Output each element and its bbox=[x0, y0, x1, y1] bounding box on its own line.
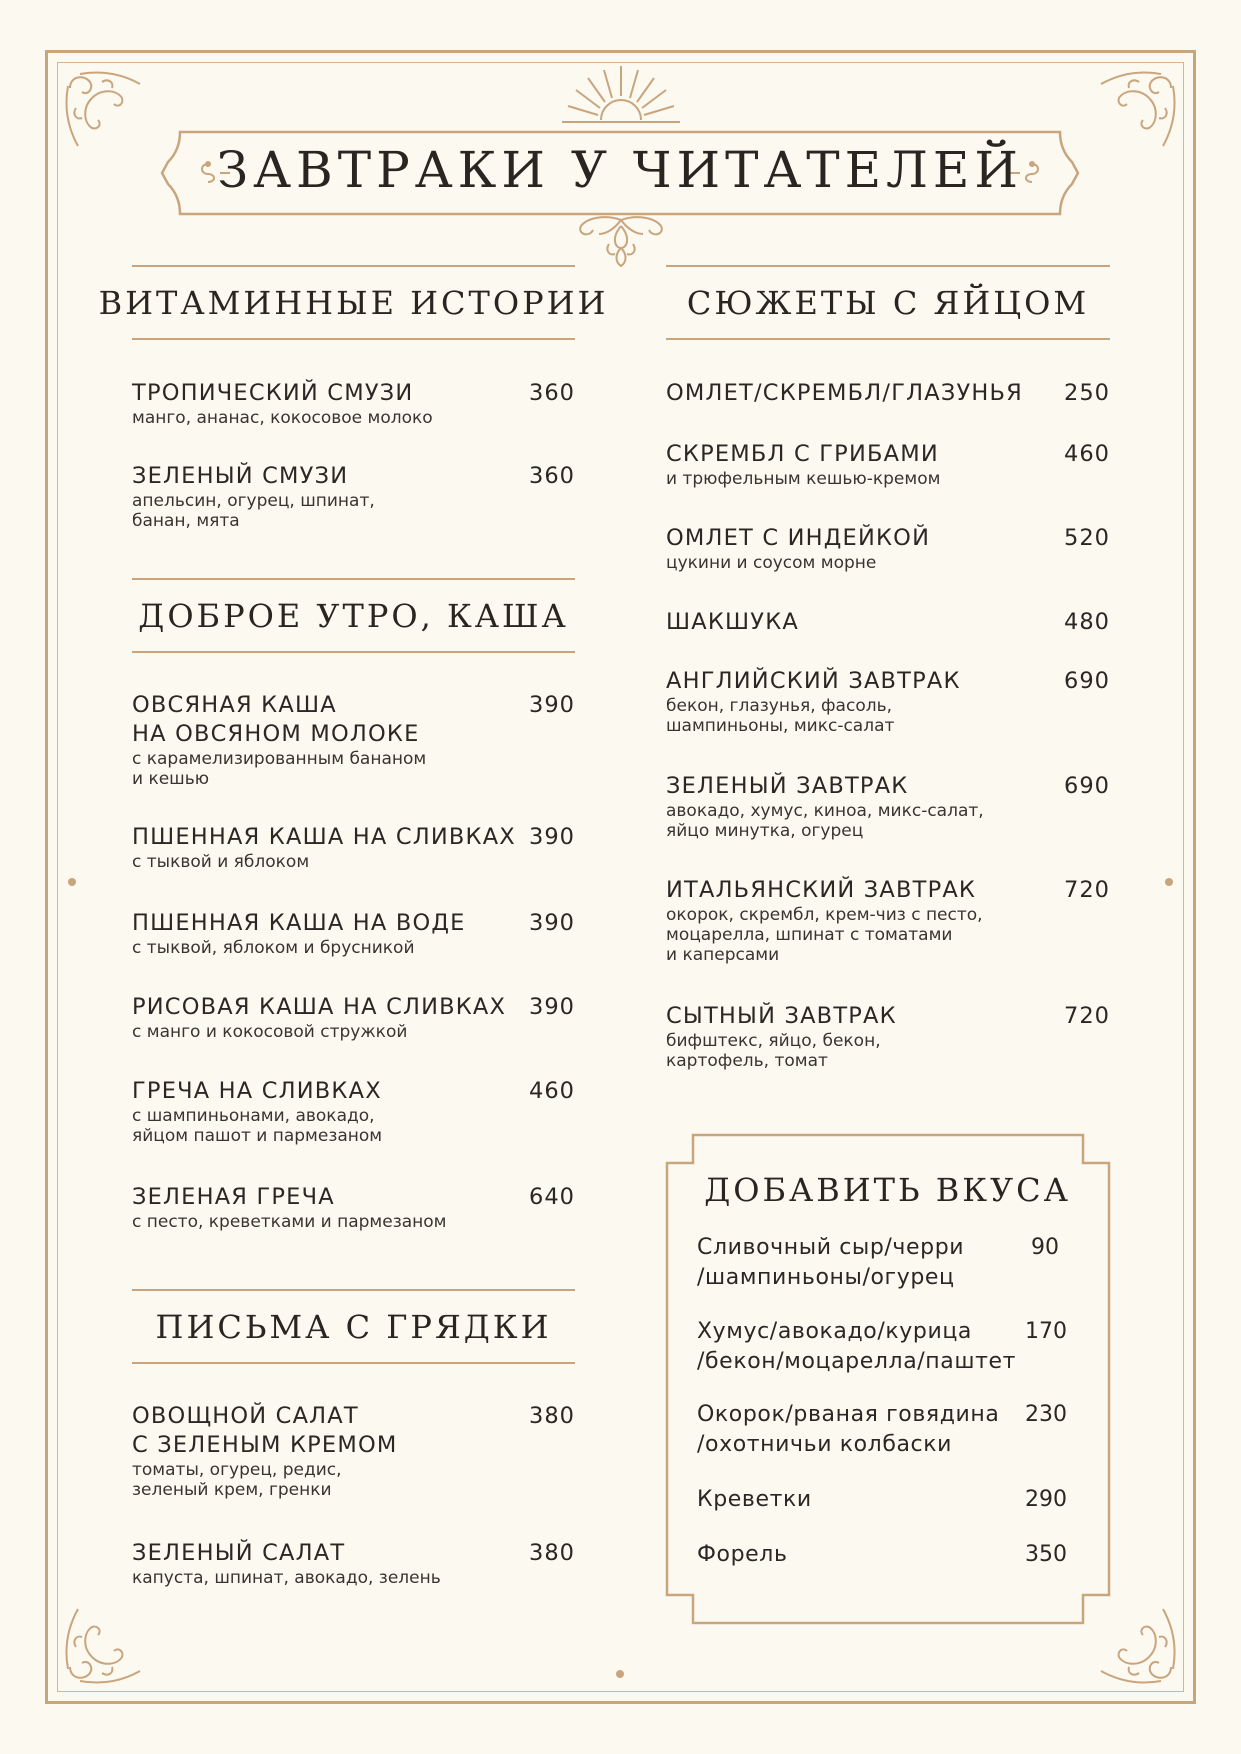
addon-item bbox=[697, 1540, 1067, 1570]
menu-item-price: 380 bbox=[529, 1540, 575, 1566]
menu-item-price: 640 bbox=[529, 1184, 575, 1210]
menu-item-name: ШАКШУКА bbox=[666, 609, 799, 635]
menu-item bbox=[132, 1539, 575, 1588]
menu-item-description: с манго и кокосовой стружкой bbox=[132, 1022, 408, 1042]
menu-item-price: 520 bbox=[1064, 525, 1110, 551]
menu-item-description: с тыквой и яблоком bbox=[132, 852, 310, 872]
menu-item-name: ОВСЯНАЯ КАША НА ОВСЯНОМ МОЛОКЕ bbox=[132, 692, 420, 747]
section-rule bbox=[132, 265, 575, 267]
addon-item-name: Хумус/авокадо/курица /бекон/моцарелла/паштет bbox=[697, 1319, 1017, 1374]
section-title-eggs: СЮЖЕТЫ С ЯЙЦОМ bbox=[686, 284, 1090, 322]
menu-item-price: 360 bbox=[529, 463, 575, 489]
menu-item bbox=[666, 667, 1110, 736]
menu-item-name: ОМЛЕТ/СКРЕМБЛ/ГЛАЗУНЬЯ bbox=[666, 380, 1023, 406]
menu-item-price: 460 bbox=[1064, 441, 1110, 467]
section-rule bbox=[132, 578, 575, 580]
menu-item-description: капуста, шпинат, авокадо, зелень bbox=[132, 1568, 441, 1588]
section-title-garden: ПИСЬМА С ГРЯДКИ bbox=[155, 1308, 552, 1346]
corner-flourish-top-left-icon bbox=[62, 68, 162, 158]
menu-item-description: манго, ананас, кокосовое молоко bbox=[132, 408, 433, 428]
addon-item-price: 170 bbox=[1025, 1319, 1067, 1344]
menu-item-price: 690 bbox=[1064, 668, 1110, 694]
page-title: ЗАВТРАКИ У ЧИТАТЕЛЕЙ bbox=[217, 141, 1023, 199]
section-rule bbox=[132, 1289, 575, 1291]
menu-item-name: ЗЕЛЕНЫЙ ЗАВТРАК bbox=[666, 773, 909, 799]
menu-item-price: 460 bbox=[529, 1078, 575, 1104]
menu-item-description: бекон, глазунья, фасоль, шампиньоны, микс-салат bbox=[666, 696, 895, 736]
menu-item-name: ПШЕННАЯ КАША НА ВОДЕ bbox=[132, 910, 466, 936]
menu-item bbox=[132, 691, 575, 789]
addon-item-price: 90 bbox=[1031, 1235, 1059, 1260]
menu-item-name: ИТАЛЬЯНСКИЙ ЗАВТРАК bbox=[666, 877, 977, 903]
menu-item-name: СКРЕМБЛ С ГРИБАМИ bbox=[666, 441, 939, 467]
menu-item bbox=[666, 1002, 1110, 1071]
menu-item-description: апельсин, огурец, шпинат, банан, мята bbox=[132, 491, 375, 531]
addon-item-name: Окорок/рваная говядина /охотничьи колбаски bbox=[697, 1402, 1000, 1457]
section-rule bbox=[132, 651, 575, 653]
menu-item-price: 390 bbox=[529, 692, 575, 718]
menu-item bbox=[666, 379, 1110, 408]
menu-item bbox=[666, 772, 1110, 841]
menu-item-name: ГРЕЧА НА СЛИВКАХ bbox=[132, 1078, 382, 1104]
menu-item-description: и трюфельным кешью-кремом bbox=[666, 469, 941, 489]
section-title-porridge: ДОБРОЕ УТРО, КАША bbox=[138, 597, 569, 635]
menu-item bbox=[666, 608, 1110, 637]
menu-item bbox=[132, 462, 575, 531]
addon-item bbox=[697, 1233, 1067, 1293]
menu-item-description: окорок, скрембл, крем-чиз с песто, моцарелла, шпинат с томатами и каперсами bbox=[666, 905, 983, 965]
menu-item-description: томаты, огурец, редис, зеленый крем, гренки bbox=[132, 1460, 342, 1500]
menu-item bbox=[666, 524, 1110, 573]
corner-flourish-top-right-icon bbox=[1079, 68, 1179, 158]
addon-item-price: 290 bbox=[1025, 1487, 1067, 1512]
addon-item bbox=[697, 1317, 1067, 1377]
menu-item-name: ОВОЩНОЙ САЛАТ С ЗЕЛЕНЫМ КРЕМОМ bbox=[132, 1403, 398, 1458]
addon-item bbox=[697, 1400, 1067, 1460]
menu-item-price: 390 bbox=[529, 994, 575, 1020]
addon-item-name: Креветки bbox=[697, 1487, 812, 1512]
menu-item-price: 250 bbox=[1064, 380, 1110, 406]
menu-item bbox=[132, 379, 575, 428]
section-rule bbox=[666, 338, 1110, 340]
section-title-addons: ДОБАВИТЬ ВКУСА bbox=[704, 1171, 1071, 1209]
menu-item-description: с шампиньонами, авокадо, яйцом пашот и пармезаном bbox=[132, 1106, 383, 1146]
section-rule bbox=[666, 265, 1110, 267]
menu-item-name: ЗЕЛЕНЫЙ СМУЗИ bbox=[132, 463, 349, 489]
menu-item bbox=[666, 440, 1110, 489]
menu-item bbox=[132, 1402, 575, 1500]
addon-item-name: Форель bbox=[697, 1542, 788, 1567]
menu-item-description: авокадо, хумус, киноа, микс-салат, яйцо минутка, огурец bbox=[666, 801, 984, 841]
menu-item-price: 360 bbox=[529, 380, 575, 406]
menu-item-description: с карамелизированным бананом и кешью bbox=[132, 749, 427, 789]
section-title-vitamin: ВИТАМИННЫЕ ИСТОРИИ bbox=[98, 284, 609, 322]
addon-item-price: 350 bbox=[1025, 1542, 1067, 1567]
menu-item-name: ПШЕННАЯ КАША НА СЛИВКАХ bbox=[132, 824, 516, 850]
menu-item-price: 720 bbox=[1064, 877, 1110, 903]
menu-item-price: 690 bbox=[1064, 773, 1110, 799]
menu-item bbox=[132, 993, 575, 1042]
menu-item bbox=[132, 1077, 575, 1146]
menu-item-description: бифштекс, яйцо, бекон, картофель, томат bbox=[666, 1031, 881, 1071]
menu-item-name: РИСОВАЯ КАША НА СЛИВКАХ bbox=[132, 994, 507, 1020]
menu-item bbox=[132, 1183, 575, 1232]
menu-item bbox=[666, 876, 1110, 965]
menu-item-name: ТРОПИЧЕСКИЙ СМУЗИ bbox=[132, 380, 414, 406]
addon-item-name: Сливочный сыр/черри /шампиньоны/огурец bbox=[697, 1235, 965, 1290]
menu-item bbox=[132, 823, 575, 872]
menu-item-description: с песто, креветками и пармезаном bbox=[132, 1212, 447, 1232]
section-rule bbox=[132, 1362, 575, 1364]
addon-item-price: 230 bbox=[1025, 1402, 1067, 1427]
menu-item bbox=[132, 909, 575, 958]
menu-item-description: с тыквой, яблоком и брусникой bbox=[132, 938, 415, 958]
menu-item-price: 480 bbox=[1064, 609, 1110, 635]
menu-item-name: ЗЕЛЕНЫЙ САЛАТ bbox=[132, 1540, 346, 1566]
menu-item-name: ЗЕЛЕНАЯ ГРЕЧА bbox=[132, 1184, 335, 1210]
section-rule bbox=[132, 338, 575, 340]
addon-item bbox=[697, 1485, 1067, 1515]
menu-item-name: СЫТНЫЙ ЗАВТРАК bbox=[666, 1003, 897, 1029]
menu-item-name: АНГЛИЙСКИЙ ЗАВТРАК bbox=[666, 668, 961, 694]
menu-item-price: 380 bbox=[529, 1403, 575, 1429]
title-scroll-ornament-icon bbox=[575, 212, 667, 278]
menu-item-name: ОМЛЕТ С ИНДЕЙКОЙ bbox=[666, 525, 931, 551]
menu-item-price: 720 bbox=[1064, 1003, 1110, 1029]
menu-item-price: 390 bbox=[529, 910, 575, 936]
corner-flourish-bottom-left-icon bbox=[62, 1597, 162, 1687]
menu-item-price: 390 bbox=[529, 824, 575, 850]
sunburst-icon bbox=[560, 64, 682, 126]
menu-item-description: цукини и соусом морне bbox=[666, 553, 877, 573]
